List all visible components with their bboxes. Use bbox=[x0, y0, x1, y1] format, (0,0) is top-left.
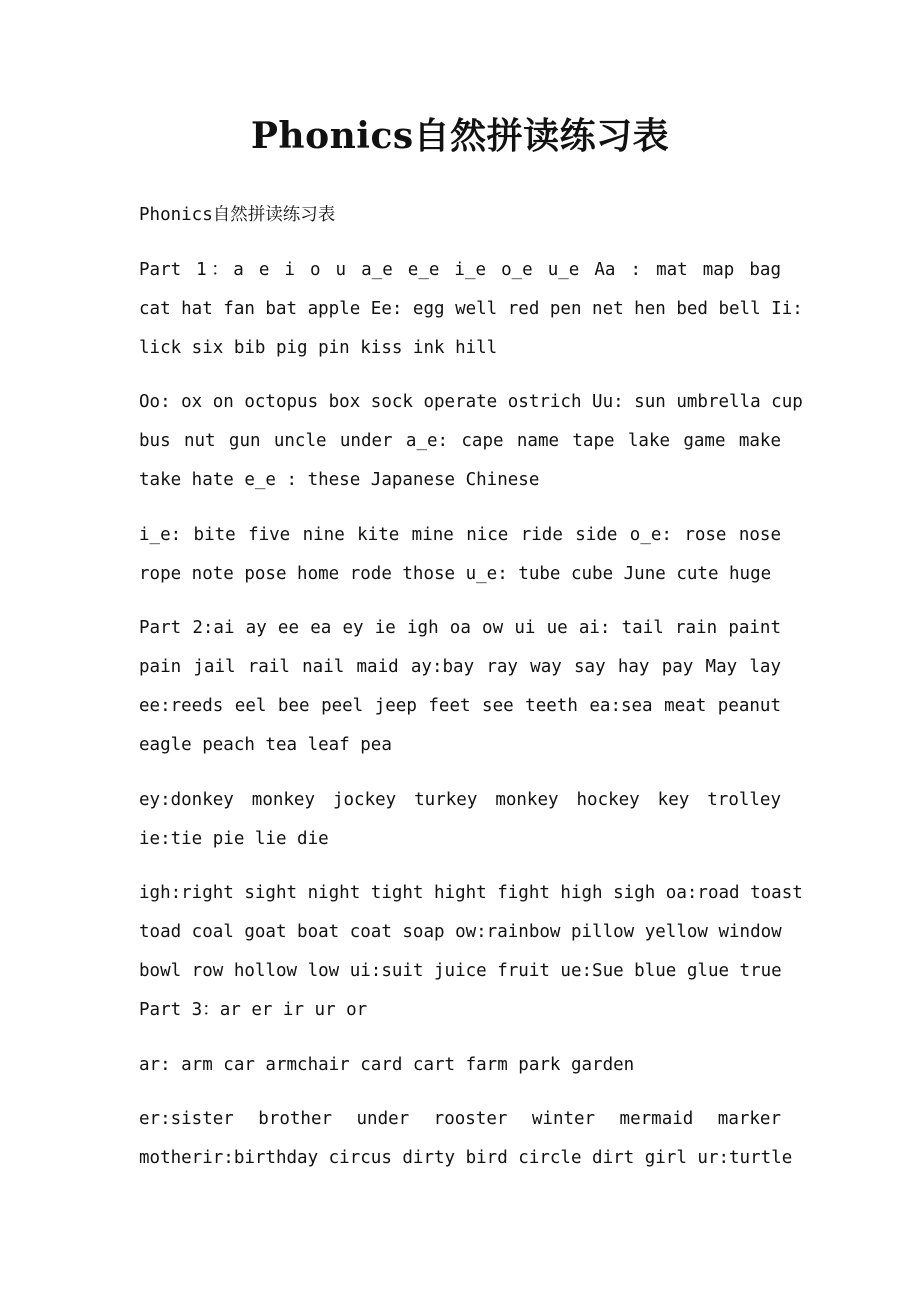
paragraph-ar bbox=[139, 1046, 781, 1085]
paragraph-igh-oa-ow bbox=[139, 874, 803, 1030]
text-line: Oo: ox on octopus box sock operate ostrich Uu: sun umbrella cup bbox=[139, 392, 803, 412]
document-title: Phonics自然拼读练习表 bbox=[250, 115, 670, 157]
text-line: rope note pose home rode those u_e: tube cube June cute huge bbox=[139, 563, 772, 584]
text-line: cat hat fan bat apple Ee: egg well red pen net hen bed bell Ii: bbox=[139, 298, 803, 319]
text-line: lick six bib pig pin kiss ink hill bbox=[139, 337, 498, 358]
paragraph-er-ir-ur bbox=[139, 1100, 793, 1178]
text-line: Phonics自然拼读练习表 bbox=[139, 205, 336, 225]
document-body bbox=[139, 196, 803, 1194]
paragraph-subtitle bbox=[139, 196, 781, 235]
text-line: ee:reeds eel bee peel jeep feet see teeth ea:sea meat peanut bbox=[139, 696, 781, 716]
text-line: motherir:birthday circus dirty bird circle dirt girl ur:turtle bbox=[139, 1148, 793, 1168]
paragraph-part1 bbox=[139, 251, 803, 368]
paragraph-ey-ie bbox=[139, 781, 781, 859]
text-line: Part 1：a e i o u a_e e_e i_e o_e u_e Aa : mat map bag bbox=[139, 259, 781, 280]
paragraph-ie-oe-ue bbox=[139, 516, 781, 594]
text-line: take hate e_e : these Japanese Chinese bbox=[139, 470, 540, 490]
text-line: eagle peach tea leaf pea bbox=[139, 735, 392, 755]
text-line: Part 2:ai ay ee ea ey ie igh oa ow ui ue ai: tail rain paint bbox=[139, 618, 781, 638]
text-line: pain jail rail nail maid ay:bay ray way say hay pay May lay bbox=[139, 657, 781, 677]
paragraph-part2 bbox=[139, 609, 781, 765]
text-line: igh:right sight night tight hight fight high sigh oa:road toast bbox=[139, 883, 803, 903]
text-line: ar: arm car armchair card cart farm park garden bbox=[139, 1054, 635, 1075]
text-line: bus nut gun uncle under a_e: cape name tape lake game make bbox=[139, 431, 781, 451]
text-line: toad coal goat boat coat soap ow:rainbow pillow yellow window bbox=[139, 922, 782, 942]
text-line: ie:tie pie lie die bbox=[139, 828, 329, 849]
text-line: Part 3：ar er ir ur or bbox=[139, 1000, 368, 1020]
text-line: i_e: bite five nine kite mine nice ride side o_e: rose nose bbox=[139, 524, 781, 545]
text-line: ey:donkey monkey jockey turkey monkey hockey key trolley bbox=[139, 789, 781, 810]
text-line: er:sister brother under rooster winter mermaid marker bbox=[139, 1109, 781, 1129]
text-line: bowl row hollow low ui:suit juice fruit ue:Sue blue glue true bbox=[139, 961, 782, 981]
paragraph-oo-uu bbox=[139, 383, 803, 500]
